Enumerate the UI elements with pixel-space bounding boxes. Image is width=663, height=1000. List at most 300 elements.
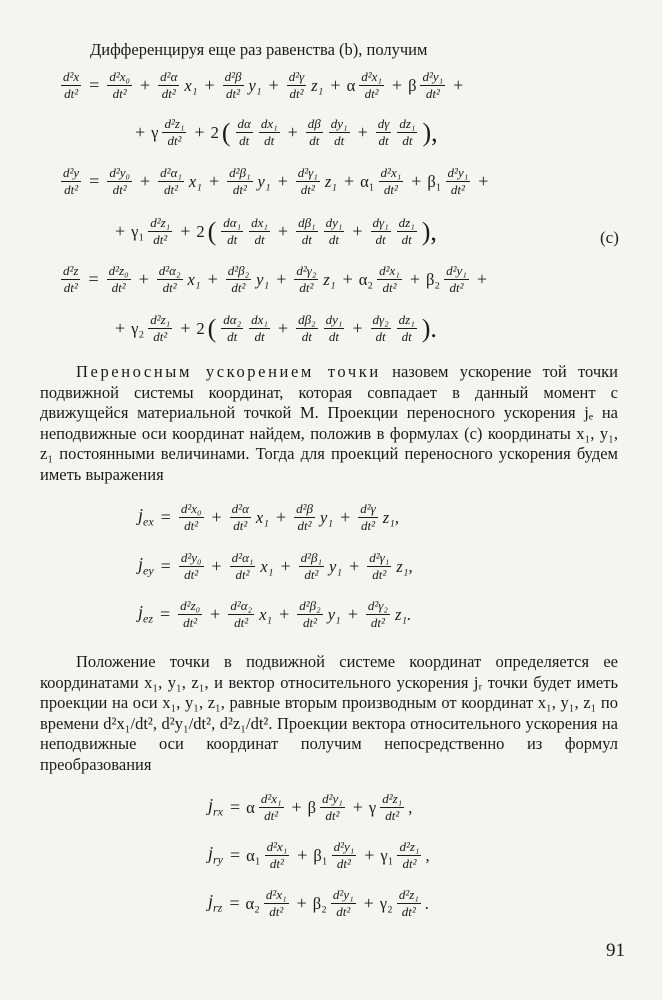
coefficient: α₂ xyxy=(358,269,374,289)
operator: + xyxy=(357,122,368,142)
fraction-denominator: dt² xyxy=(234,615,249,630)
fraction-denominator: dt² xyxy=(232,182,247,197)
fraction-numerator: dz₁ xyxy=(398,312,415,327)
fraction-numerator: d²β₂ xyxy=(227,263,250,278)
operator: = xyxy=(160,507,171,527)
fraction-numerator: dy₁ xyxy=(330,116,348,131)
operator: + xyxy=(211,556,222,576)
eq-jey xyxy=(136,551,415,582)
fraction-numerator: d²γ₁ xyxy=(369,550,390,565)
fraction-numerator: d²x₁ xyxy=(260,791,282,806)
fraction-denominator: dt xyxy=(328,329,340,344)
fraction-numerator: d²γ xyxy=(288,69,305,84)
eq-jry xyxy=(206,840,431,871)
coefficient: α xyxy=(346,75,356,95)
fraction-numerator: d²y₁ xyxy=(446,263,467,278)
fraction-denominator: dt² xyxy=(325,808,340,823)
paragraph-transport-acceleration xyxy=(40,362,618,485)
fraction-numerator: d²z₁ xyxy=(164,116,185,131)
fraction-denominator: dt² xyxy=(383,182,398,197)
fraction-numerator: d²x₀ xyxy=(180,501,202,516)
fraction xyxy=(324,313,345,344)
fraction xyxy=(380,792,404,823)
variable: z₁. xyxy=(394,604,412,624)
fraction xyxy=(179,551,204,582)
fraction xyxy=(162,117,186,148)
variable: z₁ xyxy=(324,171,337,191)
projection-subscript: rx xyxy=(213,804,224,819)
fraction-numerator: dβ₁ xyxy=(298,215,316,230)
fraction-numerator: d²γ₂ xyxy=(367,598,388,613)
operator: + xyxy=(409,269,420,289)
projection-symbol: $j_{rz}$ xyxy=(208,891,223,915)
operator: + xyxy=(210,604,221,624)
fraction-numerator: d²y₁ xyxy=(447,165,469,180)
eq-c-x-row1 xyxy=(58,70,468,101)
bracket: ). xyxy=(421,313,437,343)
fraction-numerator: d²γ xyxy=(360,501,376,516)
coefficient: γ xyxy=(368,797,377,817)
fraction-numerator: d²α₁ xyxy=(231,550,254,565)
operator: + xyxy=(211,507,222,527)
operator: + xyxy=(138,269,149,289)
fraction-numerator: dy₁ xyxy=(325,312,343,327)
fraction-numerator: d²x₁ xyxy=(380,165,402,180)
fraction-denominator: dt² xyxy=(162,280,177,295)
fraction xyxy=(371,216,391,247)
fraction-numerator: d²β xyxy=(296,501,313,516)
fraction xyxy=(249,216,270,247)
coefficient: β xyxy=(307,797,317,817)
fraction-numerator: d²z₀ xyxy=(108,263,129,278)
fraction-numerator: d²α xyxy=(231,501,249,516)
fraction-denominator: dt² xyxy=(269,904,284,919)
equation-tag-c: (c) xyxy=(600,228,619,247)
operator: = xyxy=(230,845,241,865)
operator: + xyxy=(277,221,289,241)
operator: + xyxy=(391,75,403,95)
fraction xyxy=(296,313,318,344)
operator: + xyxy=(478,171,489,191)
operator: + xyxy=(277,318,289,338)
variable: y₁ xyxy=(327,604,341,624)
fraction-numerator: d²y₁ xyxy=(333,839,355,854)
variable: z₁, xyxy=(382,507,400,527)
fraction xyxy=(320,792,345,823)
fraction-denominator: dt xyxy=(239,133,250,148)
fraction xyxy=(359,70,384,101)
fraction xyxy=(397,313,417,344)
coefficient: , xyxy=(425,845,430,865)
fraction-numerator: d²z₀ xyxy=(180,598,201,613)
fraction-numerator: d²γ₂ xyxy=(296,263,317,278)
operator: + xyxy=(277,171,288,191)
fraction-numerator: dγ₁ xyxy=(372,215,389,230)
operator: + xyxy=(347,604,358,624)
fraction-numerator: d²β₂ xyxy=(299,598,321,613)
fraction-numerator: d²α xyxy=(160,69,178,84)
fraction xyxy=(259,117,280,148)
coefficient: β₂ xyxy=(312,893,327,913)
fraction-denominator: dt xyxy=(227,232,238,247)
fraction-denominator: dt² xyxy=(300,182,315,197)
fraction-numerator: dβ xyxy=(307,116,321,131)
fraction-numerator: d²x xyxy=(63,69,80,84)
fraction xyxy=(367,551,391,582)
fraction xyxy=(332,840,357,871)
bracket: ), xyxy=(421,216,437,246)
variable: y₁ xyxy=(248,75,262,95)
fraction xyxy=(226,264,251,295)
fraction xyxy=(265,840,290,871)
coefficient: , xyxy=(408,797,413,817)
fraction-denominator: dt xyxy=(301,232,312,247)
coefficient: α xyxy=(246,797,255,817)
fraction xyxy=(294,502,315,533)
fraction-denominator: dt² xyxy=(264,808,279,823)
operator: = xyxy=(89,171,100,191)
fraction xyxy=(371,313,391,344)
operator: + xyxy=(115,221,126,241)
fraction xyxy=(221,313,243,344)
fraction xyxy=(287,70,307,101)
eq-jrz xyxy=(206,888,430,919)
fraction-denominator: dt² xyxy=(289,86,304,101)
fraction-numerator: dα xyxy=(237,116,251,131)
operator: + xyxy=(275,507,287,527)
operator: + xyxy=(180,221,191,241)
fraction-numerator: d²y₀ xyxy=(109,165,131,180)
eq-c-x-row2 xyxy=(130,117,440,148)
fraction-denominator: dt xyxy=(402,133,413,148)
fraction-denominator: dt² xyxy=(425,86,440,101)
fraction xyxy=(179,502,204,533)
fraction xyxy=(358,502,378,533)
variable: y₁ xyxy=(256,269,270,289)
paragraph-1-text: назовем ускорение той точки подвижной системы координат, которая совпадает в данный момент с движущейся материальной точкой M. Проекции переносного ускорения jₑ на неподвижные оси координат найдем, положив в формулах (c) координаты x₁, y₁, z₁ постоянными величинами. Тогда для проекций переносного ускорения будем иметь выражения xyxy=(40,362,618,484)
bracket: ( xyxy=(207,313,217,343)
fraction-denominator: dt² xyxy=(297,518,312,533)
fraction xyxy=(376,117,392,148)
fraction-numerator: d²y₁ xyxy=(332,887,354,902)
fraction-denominator: dt² xyxy=(183,615,198,630)
fraction-denominator: dt xyxy=(375,329,386,344)
fraction-numerator: d²y₁ xyxy=(322,791,343,806)
eq-jex xyxy=(136,502,401,533)
fraction-denominator: dt² xyxy=(360,518,375,533)
fraction-numerator: d²z₁ xyxy=(399,839,420,854)
fraction xyxy=(259,792,284,823)
fraction-denominator: dt² xyxy=(184,567,199,582)
operator: = xyxy=(230,797,241,817)
fraction xyxy=(227,166,252,197)
fraction-denominator: dt xyxy=(328,232,340,247)
operator: + xyxy=(340,507,351,527)
operator: + xyxy=(363,893,374,913)
projection-subscript: ey xyxy=(143,563,154,578)
fraction-denominator: dt² xyxy=(450,182,465,197)
fraction-numerator: d²y₁ xyxy=(422,69,444,84)
coefficient: β₁ xyxy=(427,171,442,191)
fraction-denominator: dt² xyxy=(382,280,397,295)
operator: + xyxy=(352,797,363,817)
fraction-denominator: dt² xyxy=(112,86,127,101)
fraction xyxy=(297,599,322,630)
page-number: 91 xyxy=(606,940,625,961)
fraction xyxy=(107,70,132,101)
fraction xyxy=(221,216,243,247)
fraction-denominator: dt xyxy=(254,232,265,247)
fraction-numerator: d²α₂ xyxy=(158,263,181,278)
fraction-numerator: d²z₁ xyxy=(150,312,171,327)
operator: + xyxy=(194,122,205,142)
fraction-denominator: dt² xyxy=(226,86,241,101)
fraction-denominator: dt² xyxy=(370,615,385,630)
fraction xyxy=(158,166,184,197)
operator: + xyxy=(352,221,363,241)
fraction-denominator: dt xyxy=(264,133,275,148)
operator: = xyxy=(229,893,240,913)
fraction xyxy=(331,888,356,919)
fraction xyxy=(148,216,172,247)
fraction xyxy=(306,117,323,148)
fraction xyxy=(230,551,256,582)
fraction xyxy=(377,264,402,295)
operator: + xyxy=(411,171,422,191)
projection-symbol: $j_{ex}$ xyxy=(138,505,154,529)
fraction-denominator: dt² xyxy=(336,904,351,919)
fraction-denominator: dt² xyxy=(302,615,317,630)
eq-c-z-row2 xyxy=(110,313,439,344)
fraction-denominator: dt² xyxy=(449,280,464,295)
fraction xyxy=(444,264,469,295)
eq-c-y-row2 xyxy=(110,216,439,247)
projection-symbol: $j_{rx}$ xyxy=(208,795,224,819)
fraction-numerator: d²x₁ xyxy=(266,839,288,854)
fraction-numerator: dβ₂ xyxy=(298,312,316,327)
operator: + xyxy=(204,75,215,95)
fraction-numerator: d²β₁ xyxy=(300,550,323,565)
fraction-numerator: d²α₁ xyxy=(160,165,182,180)
variable: x₁ xyxy=(260,556,274,576)
operator: + xyxy=(453,75,464,95)
operator: + xyxy=(330,75,341,95)
fraction-denominator: dt² xyxy=(167,133,182,148)
fraction xyxy=(446,166,471,197)
fraction-numerator: d²y₀ xyxy=(180,550,202,565)
variable: y₁ xyxy=(257,171,271,191)
fraction-numerator: d²z₁ xyxy=(382,791,403,806)
fraction-numerator: dα₁ xyxy=(223,215,242,230)
coefficient: α₂ xyxy=(245,893,260,913)
coefficient: γ xyxy=(151,122,159,142)
fraction-denominator: dt² xyxy=(64,86,79,101)
fraction-denominator: dt xyxy=(334,133,345,148)
operator: + xyxy=(352,318,363,338)
fraction-denominator: dt xyxy=(378,133,389,148)
operator: + xyxy=(208,171,220,191)
fraction-numerator: dγ₂ xyxy=(372,312,389,327)
fraction xyxy=(61,166,81,197)
coefficient: . xyxy=(424,893,429,913)
fraction-denominator: dt² xyxy=(184,518,199,533)
fraction-numerator: d²z₁ xyxy=(398,887,419,902)
variable: x₁ xyxy=(255,507,269,527)
coefficient: β₁ xyxy=(313,845,328,865)
coefficient: β₂ xyxy=(425,269,441,289)
fraction xyxy=(228,599,254,630)
operator: + xyxy=(140,75,151,95)
fraction-denominator: dt² xyxy=(164,182,179,197)
operator: + xyxy=(349,556,360,576)
operator: + xyxy=(291,797,302,817)
bracket: ( xyxy=(207,216,217,246)
operator: + xyxy=(279,604,290,624)
variable: y₁ xyxy=(329,556,343,576)
term-transport-acceleration: Переносным ускорением точки xyxy=(76,362,381,381)
fraction xyxy=(107,264,131,295)
fraction-denominator: dt² xyxy=(63,280,78,295)
fraction-numerator: d²x₀ xyxy=(109,69,131,84)
fraction-numerator: d²β xyxy=(224,69,242,84)
variable: x₁ xyxy=(188,171,202,191)
fraction-numerator: dx₁ xyxy=(251,312,268,327)
operator: + xyxy=(296,893,307,913)
fraction-numerator: d²α₂ xyxy=(230,598,253,613)
projection-subscript: ex xyxy=(143,514,154,529)
fraction-denominator: dt xyxy=(401,232,412,247)
fraction-denominator: dt² xyxy=(161,86,176,101)
eq-jrx xyxy=(206,792,413,823)
fraction xyxy=(223,70,244,101)
fraction-denominator: dt² xyxy=(233,518,248,533)
fraction xyxy=(264,888,289,919)
variable: x₁ xyxy=(187,269,201,289)
coefficient: α₁ xyxy=(360,171,375,191)
fraction xyxy=(397,216,417,247)
fraction-denominator: dt xyxy=(301,329,312,344)
fraction xyxy=(178,599,202,630)
variable: x₁ xyxy=(184,75,198,95)
fraction xyxy=(397,117,417,148)
fraction-denominator: dt² xyxy=(401,904,416,919)
fraction xyxy=(420,70,445,101)
operator: + xyxy=(364,845,375,865)
fraction xyxy=(379,166,404,197)
fraction xyxy=(397,840,421,871)
projection-symbol: $j_{ry}$ xyxy=(208,843,224,867)
fraction-numerator: d²x₁ xyxy=(379,263,400,278)
variable: z₁ xyxy=(323,269,336,289)
eq-jez xyxy=(136,599,413,630)
fraction xyxy=(397,888,421,919)
operator: + xyxy=(140,171,151,191)
fraction-numerator: d²z xyxy=(63,263,79,278)
coefficient: β xyxy=(408,75,417,95)
fraction-denominator: dt xyxy=(254,329,265,344)
fraction xyxy=(294,264,318,295)
fraction xyxy=(329,117,350,148)
eq-c-z-row1 xyxy=(58,264,492,295)
variable: z₁, xyxy=(396,556,413,576)
operator: + xyxy=(476,269,487,289)
operator: + xyxy=(268,75,279,95)
fraction xyxy=(157,264,183,295)
fraction-denominator: dt² xyxy=(235,567,250,582)
fraction-numerator: d²γ₁ xyxy=(297,165,318,180)
operator: + xyxy=(343,171,355,191)
fraction xyxy=(296,166,320,197)
fraction-denominator: dt² xyxy=(336,856,351,871)
fraction-denominator: dt xyxy=(375,232,386,247)
variable: x₁ xyxy=(259,604,273,624)
fraction xyxy=(296,216,318,247)
fraction-denominator: dt² xyxy=(64,182,79,197)
fraction xyxy=(299,551,324,582)
coefficient: γ₁ xyxy=(131,221,145,241)
fraction-numerator: dx₁ xyxy=(251,215,268,230)
operator: + xyxy=(280,556,291,576)
coefficient: α₁ xyxy=(246,845,261,865)
fraction xyxy=(230,502,251,533)
fraction-denominator: dt² xyxy=(231,280,246,295)
coefficient: γ₂ xyxy=(131,318,145,338)
operator: + xyxy=(207,269,218,289)
projection-symbol: $j_{ez}$ xyxy=(138,602,154,626)
coefficient: γ₁ xyxy=(380,845,394,865)
operator: + xyxy=(342,269,353,289)
fraction-denominator: dt xyxy=(309,133,320,148)
fraction-denominator: dt² xyxy=(402,856,417,871)
operator: + xyxy=(297,845,308,865)
fraction-denominator: dt² xyxy=(111,280,126,295)
operator: + xyxy=(287,122,298,142)
fraction xyxy=(366,599,390,630)
fraction-denominator: dt² xyxy=(364,86,379,101)
bracket: ), xyxy=(422,117,438,147)
projection-subscript: ry xyxy=(213,852,224,867)
eq-c-y-row1 xyxy=(58,166,493,197)
coefficient: 2 xyxy=(196,318,205,338)
fraction-denominator: dt² xyxy=(112,182,127,197)
fraction-numerator: d²x₁ xyxy=(361,69,382,84)
operator: = xyxy=(160,604,171,624)
fraction-denominator: dt² xyxy=(269,856,284,871)
fraction xyxy=(61,264,80,295)
fraction-numerator: d²z₁ xyxy=(150,215,171,230)
fraction-denominator: dt xyxy=(227,329,238,344)
coefficient: 2 xyxy=(196,221,205,241)
fraction-denominator: dt² xyxy=(153,232,168,247)
fraction-denominator: dt xyxy=(401,329,412,344)
projection-symbol: $j_{ey}$ xyxy=(138,554,154,578)
intro-line: Дифференцируя еще раз равенства (b), получим xyxy=(90,40,428,59)
fraction xyxy=(148,313,172,344)
fraction xyxy=(158,70,179,101)
fraction-numerator: dx₁ xyxy=(260,116,278,131)
fraction-numerator: d²β₁ xyxy=(229,165,251,180)
bracket: ( xyxy=(221,117,231,147)
fraction-denominator: dt² xyxy=(304,567,319,582)
fraction xyxy=(61,70,81,101)
paragraph-relative-acceleration: Положение точки в подвижной системе координат определяется ее координатами x₁, y₁, z₁, и вектор относительного ускорения jᵣ точки будет иметь проекции на оси x₁, y₁, z₁, равные вторым производным от координат x₁, y₁, z₁ по времени d²x₁/dt², d²y₁/dt², d²z₁/dt². Проекции вектора относительного ускорения на неподвижные оси координат получим непосредственно из формул преобразования xyxy=(40,652,618,774)
operator: = xyxy=(160,556,171,576)
fraction-numerator: dy₁ xyxy=(325,215,343,230)
fraction xyxy=(107,166,132,197)
fraction-denominator: dt² xyxy=(299,280,314,295)
fraction xyxy=(249,313,270,344)
operator: = xyxy=(88,269,99,289)
